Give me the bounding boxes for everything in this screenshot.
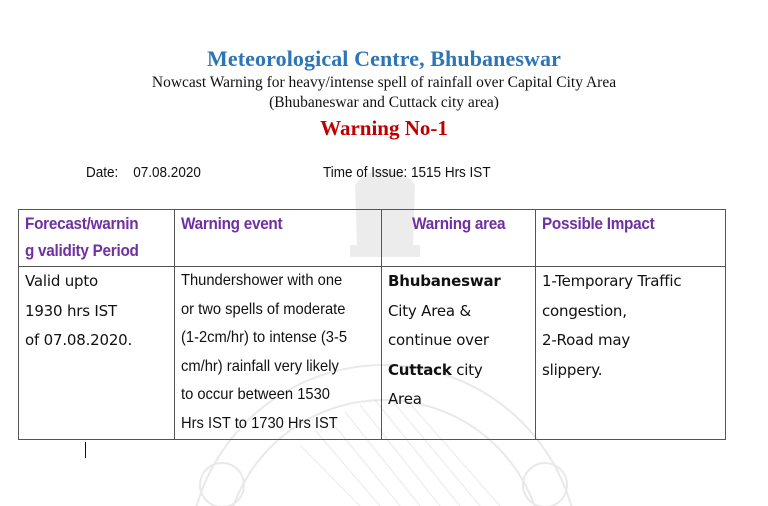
- area-cell: Bhubaneswar City Area & continue over Cuttack city Area: [382, 267, 536, 440]
- column-header-validity: Forecast/warnin g validity Period: [19, 210, 175, 267]
- issue-time: [323, 164, 491, 181]
- column-header-event: Warning event: [175, 210, 382, 267]
- table-row: [19, 267, 726, 440]
- date-value: 07.08.2020: [133, 164, 201, 181]
- table-header-row: [19, 210, 726, 267]
- column-header-area: Warning area: [382, 210, 536, 267]
- text-cursor-mark: [85, 442, 86, 458]
- organization-title: Meteorological Centre, Bhubaneswar: [207, 46, 561, 71]
- subtitle-line-2: (Bhubaneswar and Cuttack city area): [269, 94, 499, 111]
- date-label: Date:: [86, 164, 119, 181]
- warning-table: [18, 209, 726, 440]
- time-label: Time of Issue:: [323, 164, 408, 181]
- impact-cell: 1-Temporary Traffic congestion, 2-Road may slippery.: [536, 267, 726, 440]
- time-value: 1515 Hrs IST: [411, 164, 491, 181]
- column-header-impact: Possible Impact: [536, 210, 726, 267]
- subtitle-line-1: Nowcast Warning for heavy/intense spell of rainfall over Capital City Area: [151, 74, 617, 91]
- validity-cell: Valid upto 1930 hrs IST of 07.08.2020.: [19, 267, 175, 440]
- warning-number: Warning No-1: [320, 116, 448, 140]
- event-cell: Thundershower with one or two spells of moderate (1-2cm/hr) to intense (3-5 cm/hr) rainfall very likely to occur between 1530 Hrs IST to 1730 Hrs IST: [175, 267, 382, 440]
- issue-date: [86, 164, 201, 181]
